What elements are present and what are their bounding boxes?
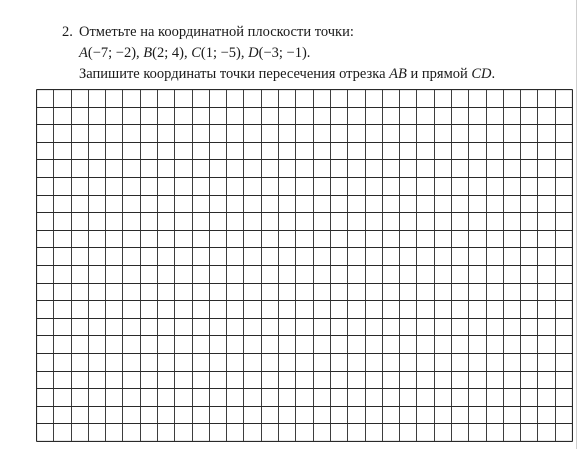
- point-b-name: B: [143, 45, 153, 61]
- point-c-name: C: [191, 45, 201, 61]
- grid-svg: [36, 89, 573, 442]
- point-b-coords: (2; 4): [152, 45, 184, 61]
- points-list: A(−7; −2), B(2; 4), C(1; −5), D(−3; −1).: [79, 45, 311, 61]
- coordinate-grid: [36, 89, 573, 442]
- task-question: [62, 64, 577, 85]
- task-instruction: Отметьте на координатной плоскости точки:: [79, 24, 354, 40]
- point-d-coords: (−3; −1): [258, 45, 307, 61]
- question-end: .: [491, 66, 496, 82]
- point-a-coords: (−7; −2): [87, 45, 137, 61]
- task-block: [62, 22, 577, 85]
- segment-name: AB: [389, 66, 407, 82]
- point-d-name: D: [248, 45, 259, 61]
- point-c-coords: (1; −5): [200, 45, 241, 61]
- question-prefix: Запишите координаты точки пересечения отрезка: [79, 66, 390, 82]
- line-name: CD: [471, 66, 492, 82]
- question-middle: и прямой: [406, 66, 472, 82]
- task-number: 2.: [62, 24, 73, 40]
- point-a-name: A: [79, 45, 88, 61]
